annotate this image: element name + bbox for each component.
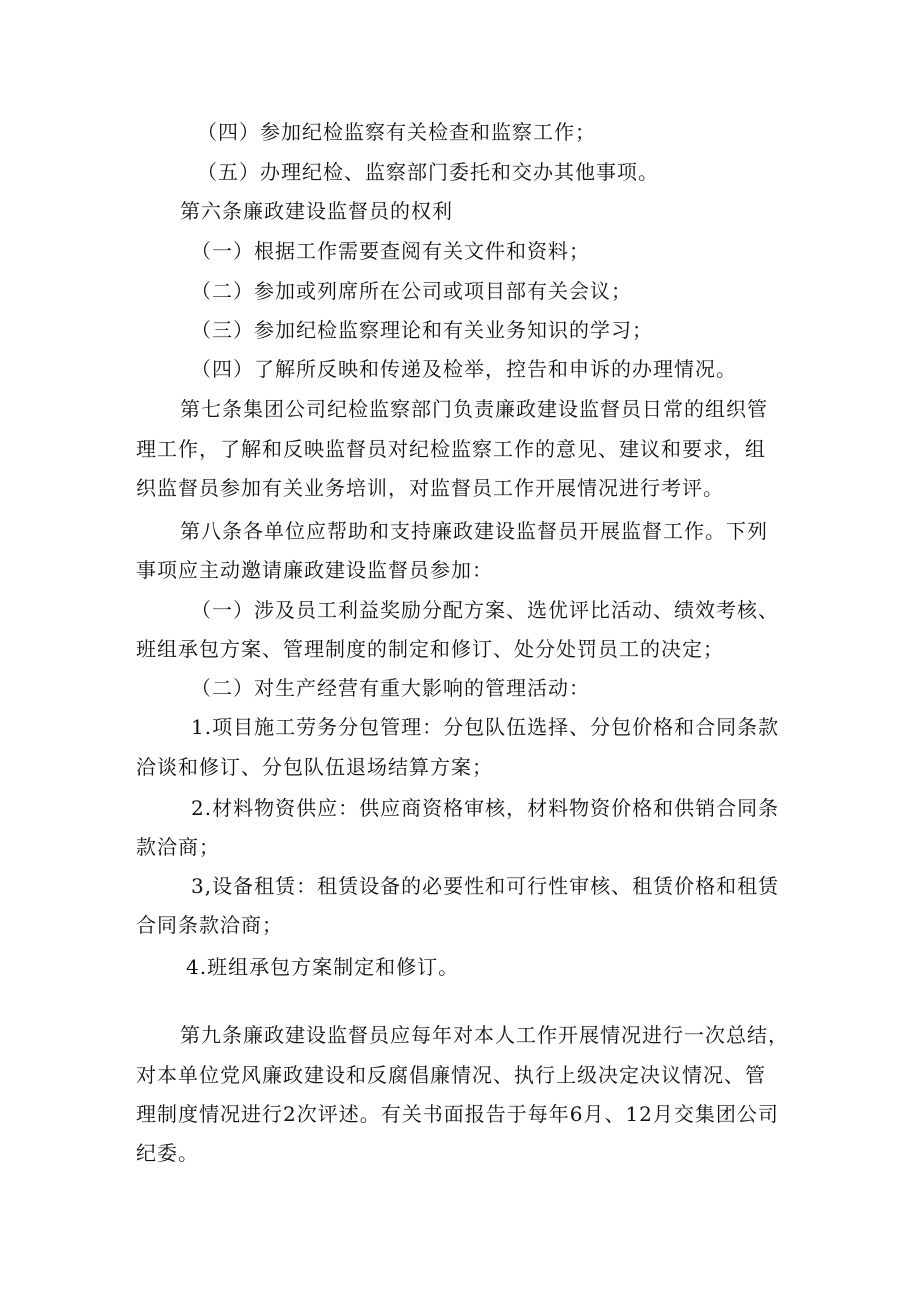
paragraph-line: 洽谈和修订、分包队伍退场结算方案； xyxy=(136,755,493,779)
paragraph-line: 合同条款洽商； xyxy=(136,913,283,937)
paragraph-line: 理工作，了解和反映监督员对纪检监察工作的意见、建议和要求，组 xyxy=(136,437,766,461)
paragraph-line: 理制度情况进行2次评述。有关书面报告于每年6月、12月交集团公司 xyxy=(136,1102,779,1126)
paragraph-line: （三）参加纪检监察理论和有关业务知识的学习； xyxy=(191,318,653,342)
paragraph-line: （五）办理纪检、监察部门委托和交办其他事项。 xyxy=(197,160,659,184)
paragraph-line: （一）涉及员工利益奖励分配方案、选优评比活动、绩效考核、 xyxy=(191,598,779,622)
paragraph-line: （二）参加或列席所在公司或项目部有关会议； xyxy=(191,279,632,303)
paragraph-line: 对本单位党风廉政建设和反腐倡廉情况、执行上级决定决议情况、管 xyxy=(136,1063,766,1087)
paragraph-line: 第八条各单位应帮助和支持廉政建设监督员开展监督工作。下列 xyxy=(180,519,768,543)
paragraph-line: （四）参加纪检监察有关检查和监察工作； xyxy=(197,120,596,144)
article-heading: 第六条廉政建设监督员的权利 xyxy=(180,199,453,223)
paragraph-line: 纪委。 xyxy=(136,1141,199,1165)
paragraph-line: 4.班组承包方案制定和修订。 xyxy=(186,955,460,979)
paragraph-line: （二）对生产经营有重大影响的管理活动： xyxy=(191,676,590,700)
paragraph-line: 织监督员参加有关业务培训，对监督员工作开展情况进行考评。 xyxy=(136,476,724,500)
paragraph-line: 款洽商； xyxy=(136,835,220,859)
paragraph-line: 事项应主动邀请廉政建设监督员参加： xyxy=(136,558,493,582)
paragraph-line: 第九条廉政建设监督员应每年对本人工作开展情况进行一次总结， xyxy=(180,1023,789,1047)
paragraph-line: 第七条集团公司纪检监察部门负责廉政建设监督员日常的组织管 xyxy=(180,397,768,421)
paragraph-line: 1.项目施工劳务分包管理：分包队伍选择、分包价格和合同条款 xyxy=(191,715,780,739)
paragraph-line: 2.材料物资供应：供应商资格审核，材料物资价格和供销合同条 xyxy=(191,796,780,820)
paragraph-line: 班组承包方案、管理制度的制定和修订、处分处罚员工的决定； xyxy=(136,637,724,661)
paragraph-line: 3,设备租赁：租赁设备的必要性和可行性审核、租赁价格和租赁 xyxy=(191,874,780,898)
paragraph-line: （四）了解所反映和传递及检举，控告和申诉的办理情况。 xyxy=(191,357,737,381)
paragraph-line: （一）根据工作需要查阅有关文件和资料； xyxy=(191,239,590,263)
